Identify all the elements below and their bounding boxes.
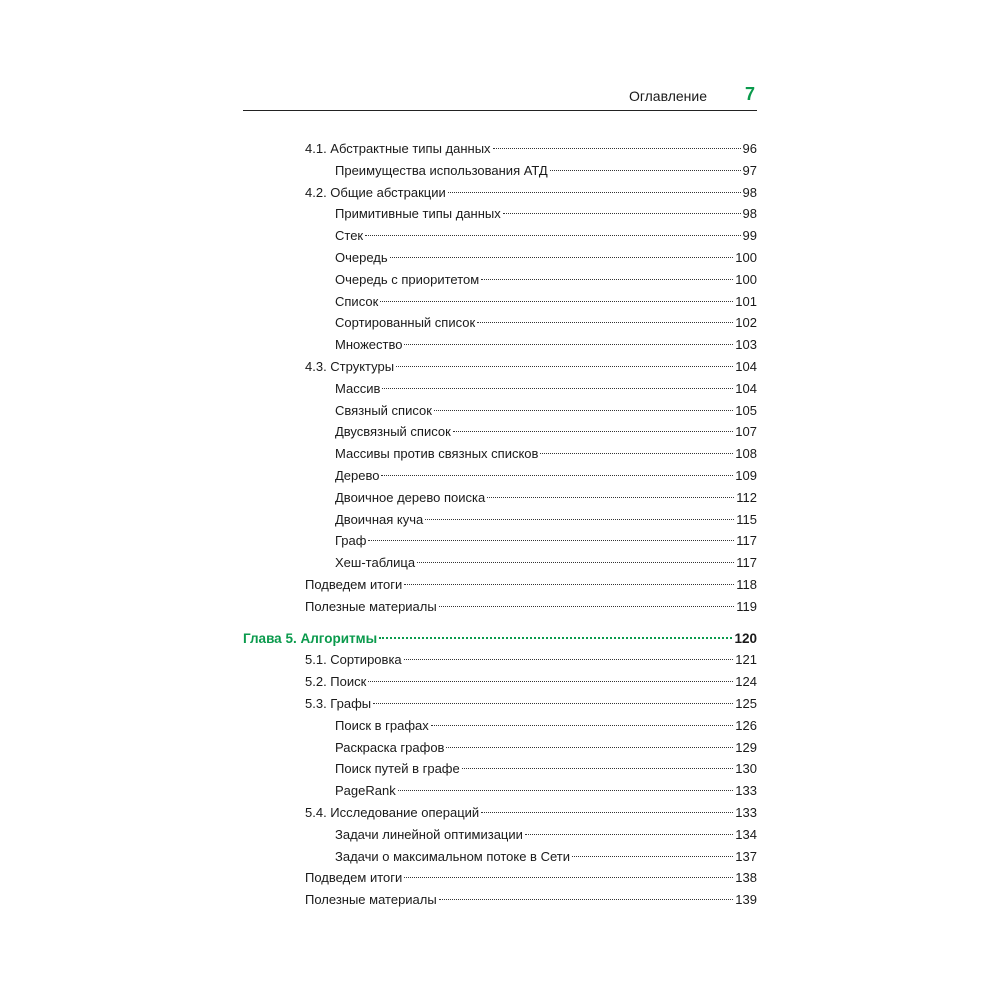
toc-entry-title: Двоичное дерево поиска bbox=[335, 489, 486, 505]
toc-dot-leader bbox=[453, 431, 733, 432]
toc-dot-leader bbox=[462, 768, 734, 769]
toc-entry-page: 109 bbox=[735, 467, 757, 483]
toc-entry-title: Примитивные типы данных bbox=[335, 206, 501, 222]
toc-entry bbox=[243, 596, 757, 618]
toc-dot-leader bbox=[477, 322, 733, 323]
toc-entry-title: Двусвязный список bbox=[335, 424, 451, 440]
toc-entry-title: Сортированный список bbox=[335, 315, 476, 331]
toc-entry-title: Раскраска графов bbox=[335, 739, 445, 755]
toc-entry-page: 118 bbox=[736, 576, 757, 592]
toc-entry-page: 139 bbox=[735, 892, 757, 908]
toc-dot-leader bbox=[398, 790, 734, 791]
toc-entry-title: Множество bbox=[335, 337, 403, 353]
toc-entry-page: 124 bbox=[735, 674, 757, 690]
toc-entry-page: 125 bbox=[735, 695, 757, 711]
toc-entry-page: 133 bbox=[735, 783, 757, 799]
toc-entry bbox=[243, 138, 757, 160]
toc-dot-leader bbox=[404, 344, 733, 345]
toc-entry bbox=[243, 530, 757, 552]
toc-entry bbox=[243, 552, 757, 574]
toc-entry-page: 104 bbox=[735, 380, 757, 396]
toc-entry bbox=[243, 421, 757, 443]
toc-dot-leader bbox=[396, 366, 733, 367]
toc-entry bbox=[243, 574, 757, 596]
toc-entry bbox=[243, 225, 757, 247]
toc-dot-leader bbox=[404, 584, 734, 585]
toc-entry-title: Граф bbox=[335, 533, 367, 549]
toc-dot-leader bbox=[493, 148, 741, 149]
toc-dot-leader bbox=[390, 257, 734, 258]
toc-dot-leader bbox=[404, 877, 733, 878]
toc-entry bbox=[243, 487, 757, 509]
toc-dot-leader bbox=[382, 388, 733, 389]
toc-entry-title: Дерево bbox=[335, 467, 380, 483]
toc-dot-leader bbox=[525, 834, 733, 835]
toc-dot-leader bbox=[404, 659, 734, 660]
toc-entry-page: 126 bbox=[735, 717, 757, 733]
toc-entry-page: 96 bbox=[742, 141, 757, 156]
toc-entry bbox=[243, 693, 757, 715]
toc-dot-leader bbox=[379, 637, 732, 639]
toc-entry-title: 5.3. Графы bbox=[305, 695, 372, 711]
toc-entry-page: 103 bbox=[735, 337, 757, 353]
toc-entry-title: Связный список bbox=[335, 402, 432, 418]
toc-entry-page: 99 bbox=[742, 228, 757, 244]
toc-entry-page: 98 bbox=[742, 184, 757, 200]
page-header bbox=[243, 84, 757, 111]
toc-entry-title: Массив bbox=[335, 380, 381, 396]
toc-entry-title: Полезные материалы bbox=[305, 598, 437, 614]
toc-entry-title: Поиск в графах bbox=[335, 717, 429, 733]
toc-entry bbox=[243, 824, 757, 846]
toc-dot-leader bbox=[434, 410, 733, 411]
toc-entry-title: Глава 5. Алгоритмы bbox=[243, 630, 378, 646]
toc-entry bbox=[243, 356, 757, 378]
toc-entry bbox=[243, 334, 757, 356]
toc-entry-page: 107 bbox=[735, 424, 757, 440]
toc-entry bbox=[243, 465, 757, 487]
toc-entry-page: 97 bbox=[742, 162, 757, 178]
toc-dot-leader bbox=[448, 192, 741, 193]
toc-dot-leader bbox=[373, 703, 733, 704]
toc-dot-leader bbox=[481, 279, 733, 280]
toc-entry bbox=[243, 737, 757, 759]
toc-entry bbox=[243, 780, 757, 802]
page-number: 7 bbox=[744, 84, 755, 104]
toc-entry-title: Полезные материалы bbox=[305, 892, 437, 908]
toc-entry-page: 134 bbox=[735, 826, 757, 842]
toc-entry-title: 4.3. Структуры bbox=[305, 358, 395, 374]
toc-entry bbox=[243, 160, 757, 182]
toc-entry-page: 117 bbox=[736, 555, 757, 571]
toc-entry bbox=[243, 182, 757, 204]
toc-entry-title: Очередь bbox=[335, 249, 388, 265]
toc-entry-page: 115 bbox=[736, 511, 757, 527]
toc-entry-page: 138 bbox=[735, 870, 757, 886]
toc-entry-title: Список bbox=[335, 293, 379, 309]
toc-entry-page: 100 bbox=[735, 249, 757, 265]
toc-entry-page: 117 bbox=[736, 533, 757, 549]
toc-entry-page: 98 bbox=[742, 206, 757, 222]
toc-entry-page: 121 bbox=[735, 652, 757, 668]
toc-entry-page: 130 bbox=[735, 761, 757, 777]
toc-entry-page: 108 bbox=[735, 446, 757, 462]
toc-entry-title: Очередь с приоритетом bbox=[335, 271, 480, 287]
toc-dot-leader bbox=[503, 213, 741, 214]
toc-dot-leader bbox=[550, 170, 741, 171]
toc-dot-leader bbox=[540, 453, 733, 454]
toc-dot-leader bbox=[481, 812, 733, 813]
toc-entry-page: 105 bbox=[735, 402, 757, 418]
toc-entry bbox=[243, 400, 757, 422]
toc-entry bbox=[243, 802, 757, 824]
toc-entry-title: 5.4. Исследование операций bbox=[305, 804, 480, 820]
toc-dot-leader bbox=[487, 497, 734, 498]
toc-entry-title: Двоичная куча bbox=[335, 511, 424, 527]
toc-entry bbox=[243, 443, 757, 465]
toc-dot-leader bbox=[380, 301, 733, 302]
toc-dot-leader bbox=[368, 681, 733, 682]
toc-dot-leader bbox=[439, 899, 734, 900]
toc-entry-title: Задачи о максимальном потоке в Сети bbox=[335, 848, 570, 864]
toc-entry bbox=[243, 715, 757, 737]
toc-entry-page: 133 bbox=[735, 804, 757, 820]
toc-entry-page: 119 bbox=[736, 598, 757, 614]
toc-entry-page: 100 bbox=[735, 271, 757, 287]
table-of-contents bbox=[243, 138, 757, 911]
toc-entry bbox=[243, 269, 757, 291]
toc-entry-title: Задачи линейной оптимизации bbox=[335, 826, 523, 842]
toc-dot-leader bbox=[417, 562, 734, 563]
toc-entry bbox=[243, 509, 757, 531]
toc-entry-title: Поиск путей в графе bbox=[335, 761, 460, 777]
toc-entry-title: 5.2. Поиск bbox=[305, 674, 367, 690]
toc-dot-leader bbox=[381, 475, 733, 476]
toc-entry-title: Стек bbox=[335, 228, 364, 244]
toc-entry bbox=[243, 649, 757, 671]
toc-entry-page: 120 bbox=[734, 630, 757, 646]
toc-entry-page: 101 bbox=[735, 293, 757, 309]
toc-dot-leader bbox=[572, 856, 733, 857]
toc-entry-title: 4.2. Общие абстракции bbox=[305, 184, 446, 200]
toc-entry bbox=[243, 889, 757, 911]
toc-entry-page: 104 bbox=[735, 358, 757, 374]
toc-entry bbox=[243, 312, 757, 334]
running-head-title: Оглавление bbox=[628, 88, 707, 104]
toc-entry bbox=[243, 671, 757, 693]
toc-dot-leader bbox=[365, 235, 740, 236]
toc-entry-title: Подведем итоги bbox=[305, 576, 403, 592]
toc-dot-leader bbox=[368, 540, 734, 541]
toc-entry-page: 129 bbox=[735, 739, 757, 755]
toc-entry bbox=[243, 378, 757, 400]
toc-entry bbox=[243, 203, 757, 225]
toc-entry-title: 4.1. Абстрактные типы данных bbox=[305, 141, 491, 156]
toc-entry bbox=[243, 247, 757, 269]
toc-entry-title: 5.1. Сортировка bbox=[305, 652, 402, 668]
toc-entry-title: Массивы против связных списков bbox=[335, 446, 539, 462]
toc-dot-leader bbox=[431, 725, 734, 726]
toc-entry bbox=[243, 758, 757, 780]
toc-entry bbox=[243, 867, 757, 889]
toc-entry-page: 102 bbox=[735, 315, 757, 331]
toc-entry-title: Подведем итоги bbox=[305, 870, 403, 886]
toc-entry-title: PageRank bbox=[335, 783, 396, 799]
toc-entry-title: Преимущества использования АТД bbox=[335, 162, 548, 178]
toc-entry bbox=[243, 846, 757, 868]
toc-entry-page: 112 bbox=[736, 489, 757, 505]
toc-dot-leader bbox=[425, 519, 734, 520]
toc-chapter-entry bbox=[243, 628, 757, 650]
toc-entry-title: Хеш-таблица bbox=[335, 555, 416, 571]
toc-dot-leader bbox=[439, 606, 735, 607]
toc-entry-page: 137 bbox=[735, 848, 757, 864]
toc-entry bbox=[243, 291, 757, 313]
toc-dot-leader bbox=[446, 747, 733, 748]
